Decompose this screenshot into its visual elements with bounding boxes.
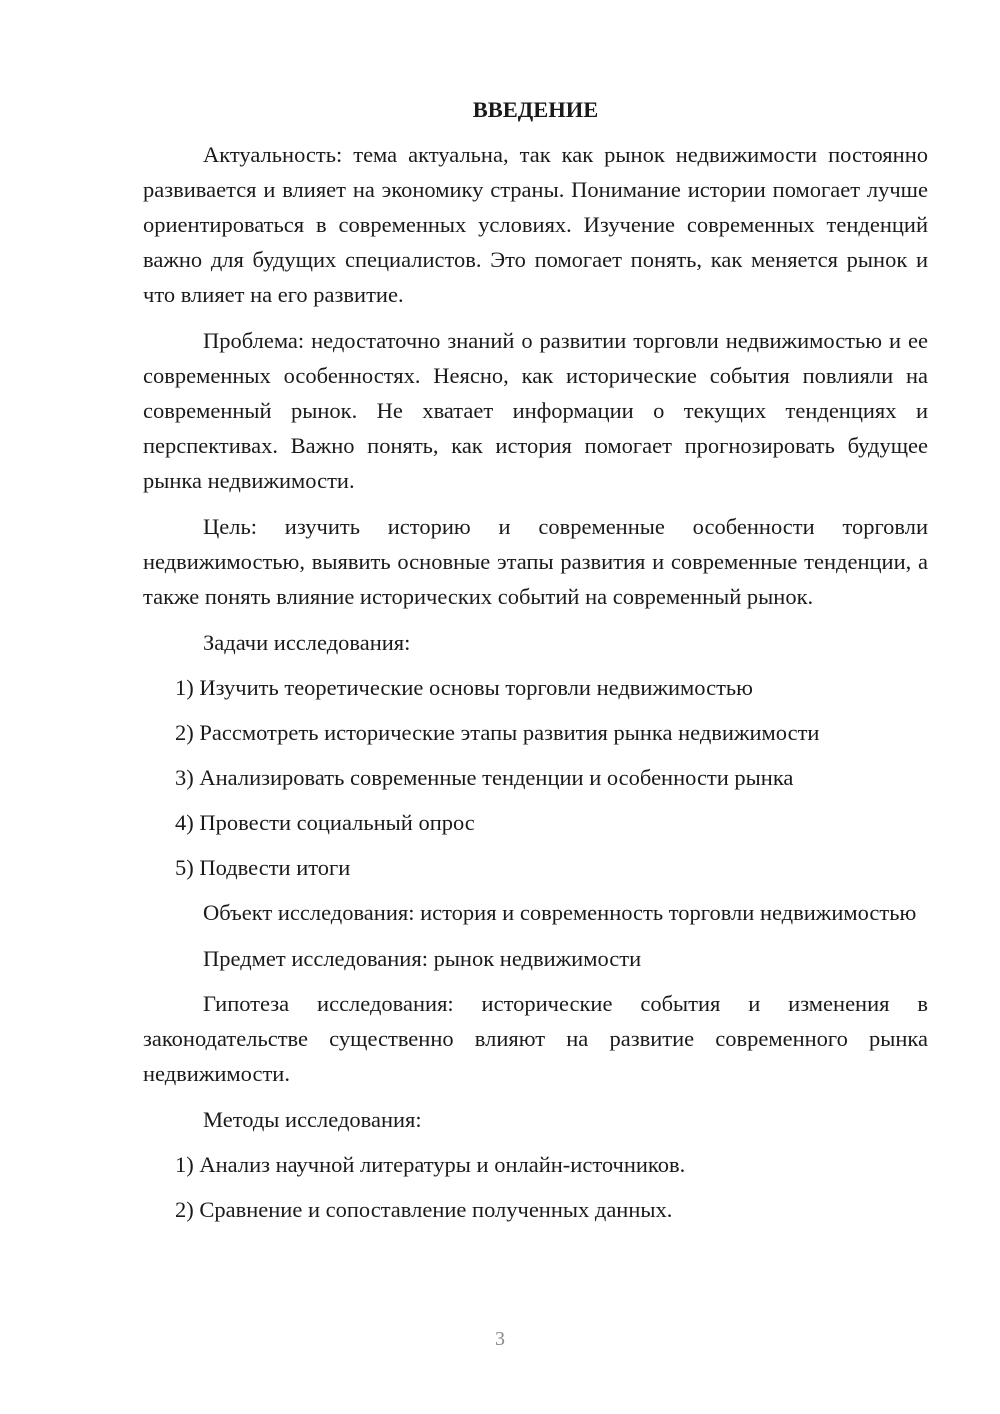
method-item: 2) Сравнение и сопоставление полученных данных. bbox=[175, 1197, 673, 1222]
document-page bbox=[143, 92, 928, 1237]
problem-paragraph: Проблема: недостаточно знаний о развитии торговли недвижимостью и ее современных особенностях. Неясно, как исторические события повлияли на современный рынок. Не хватает информации о текущих тенденциях и перспективах. Важно понять, как история помогает прогнозировать будущее рынка недвижимости. bbox=[143, 328, 928, 493]
task-item: 1) Изучить теоретические основы торговли недвижимостью bbox=[175, 675, 753, 700]
task-item: 5) Подвести итоги bbox=[175, 855, 351, 880]
page-number: 3 bbox=[495, 1328, 505, 1350]
task-item: 4) Провести социальный опрос bbox=[175, 810, 475, 835]
tasks-list bbox=[143, 670, 928, 885]
task-item: 3) Анализировать современные тенденции и особенности рынка bbox=[175, 765, 794, 790]
object-paragraph: Объект исследования: история и современность торговли недвижимостью bbox=[203, 900, 917, 925]
hypothesis-paragraph: Гипотеза исследования: исторические события и изменения в законодательстве существенно влияют на развитие современного рынка недвижимости. bbox=[143, 991, 928, 1086]
subject-paragraph: Предмет исследования: рынок недвижимости bbox=[203, 946, 642, 971]
method-item: 1) Анализ научной литературы и онлайн-источников. bbox=[175, 1152, 686, 1177]
relevance-paragraph: Актуальность: тема актуальна, так как рынок недвижимости постоянно развивается и влияет на экономику страны. Понимание истории помогает лучше ориентироваться в современных условиях. Изучение современных тенденций важно для будущих специалистов. Это помогает понять, как меняется рынок и что влияет на его развитие. bbox=[143, 142, 928, 307]
goal-paragraph: Цель: изучить историю и современные особенности торговли недвижимостью, выявить основные этапы развития и современные тенденции, а также понять влияние исторических событий на современный рынок. bbox=[143, 514, 928, 609]
methods-heading: Методы исследования: bbox=[203, 1107, 422, 1132]
task-item: 2) Рассмотреть исторические этапы развития рынка недвижимости bbox=[175, 720, 820, 745]
section-title: ВВЕДЕНИЕ bbox=[472, 97, 599, 122]
tasks-heading: Задачи исследования: bbox=[203, 630, 411, 655]
methods-list bbox=[143, 1147, 928, 1227]
